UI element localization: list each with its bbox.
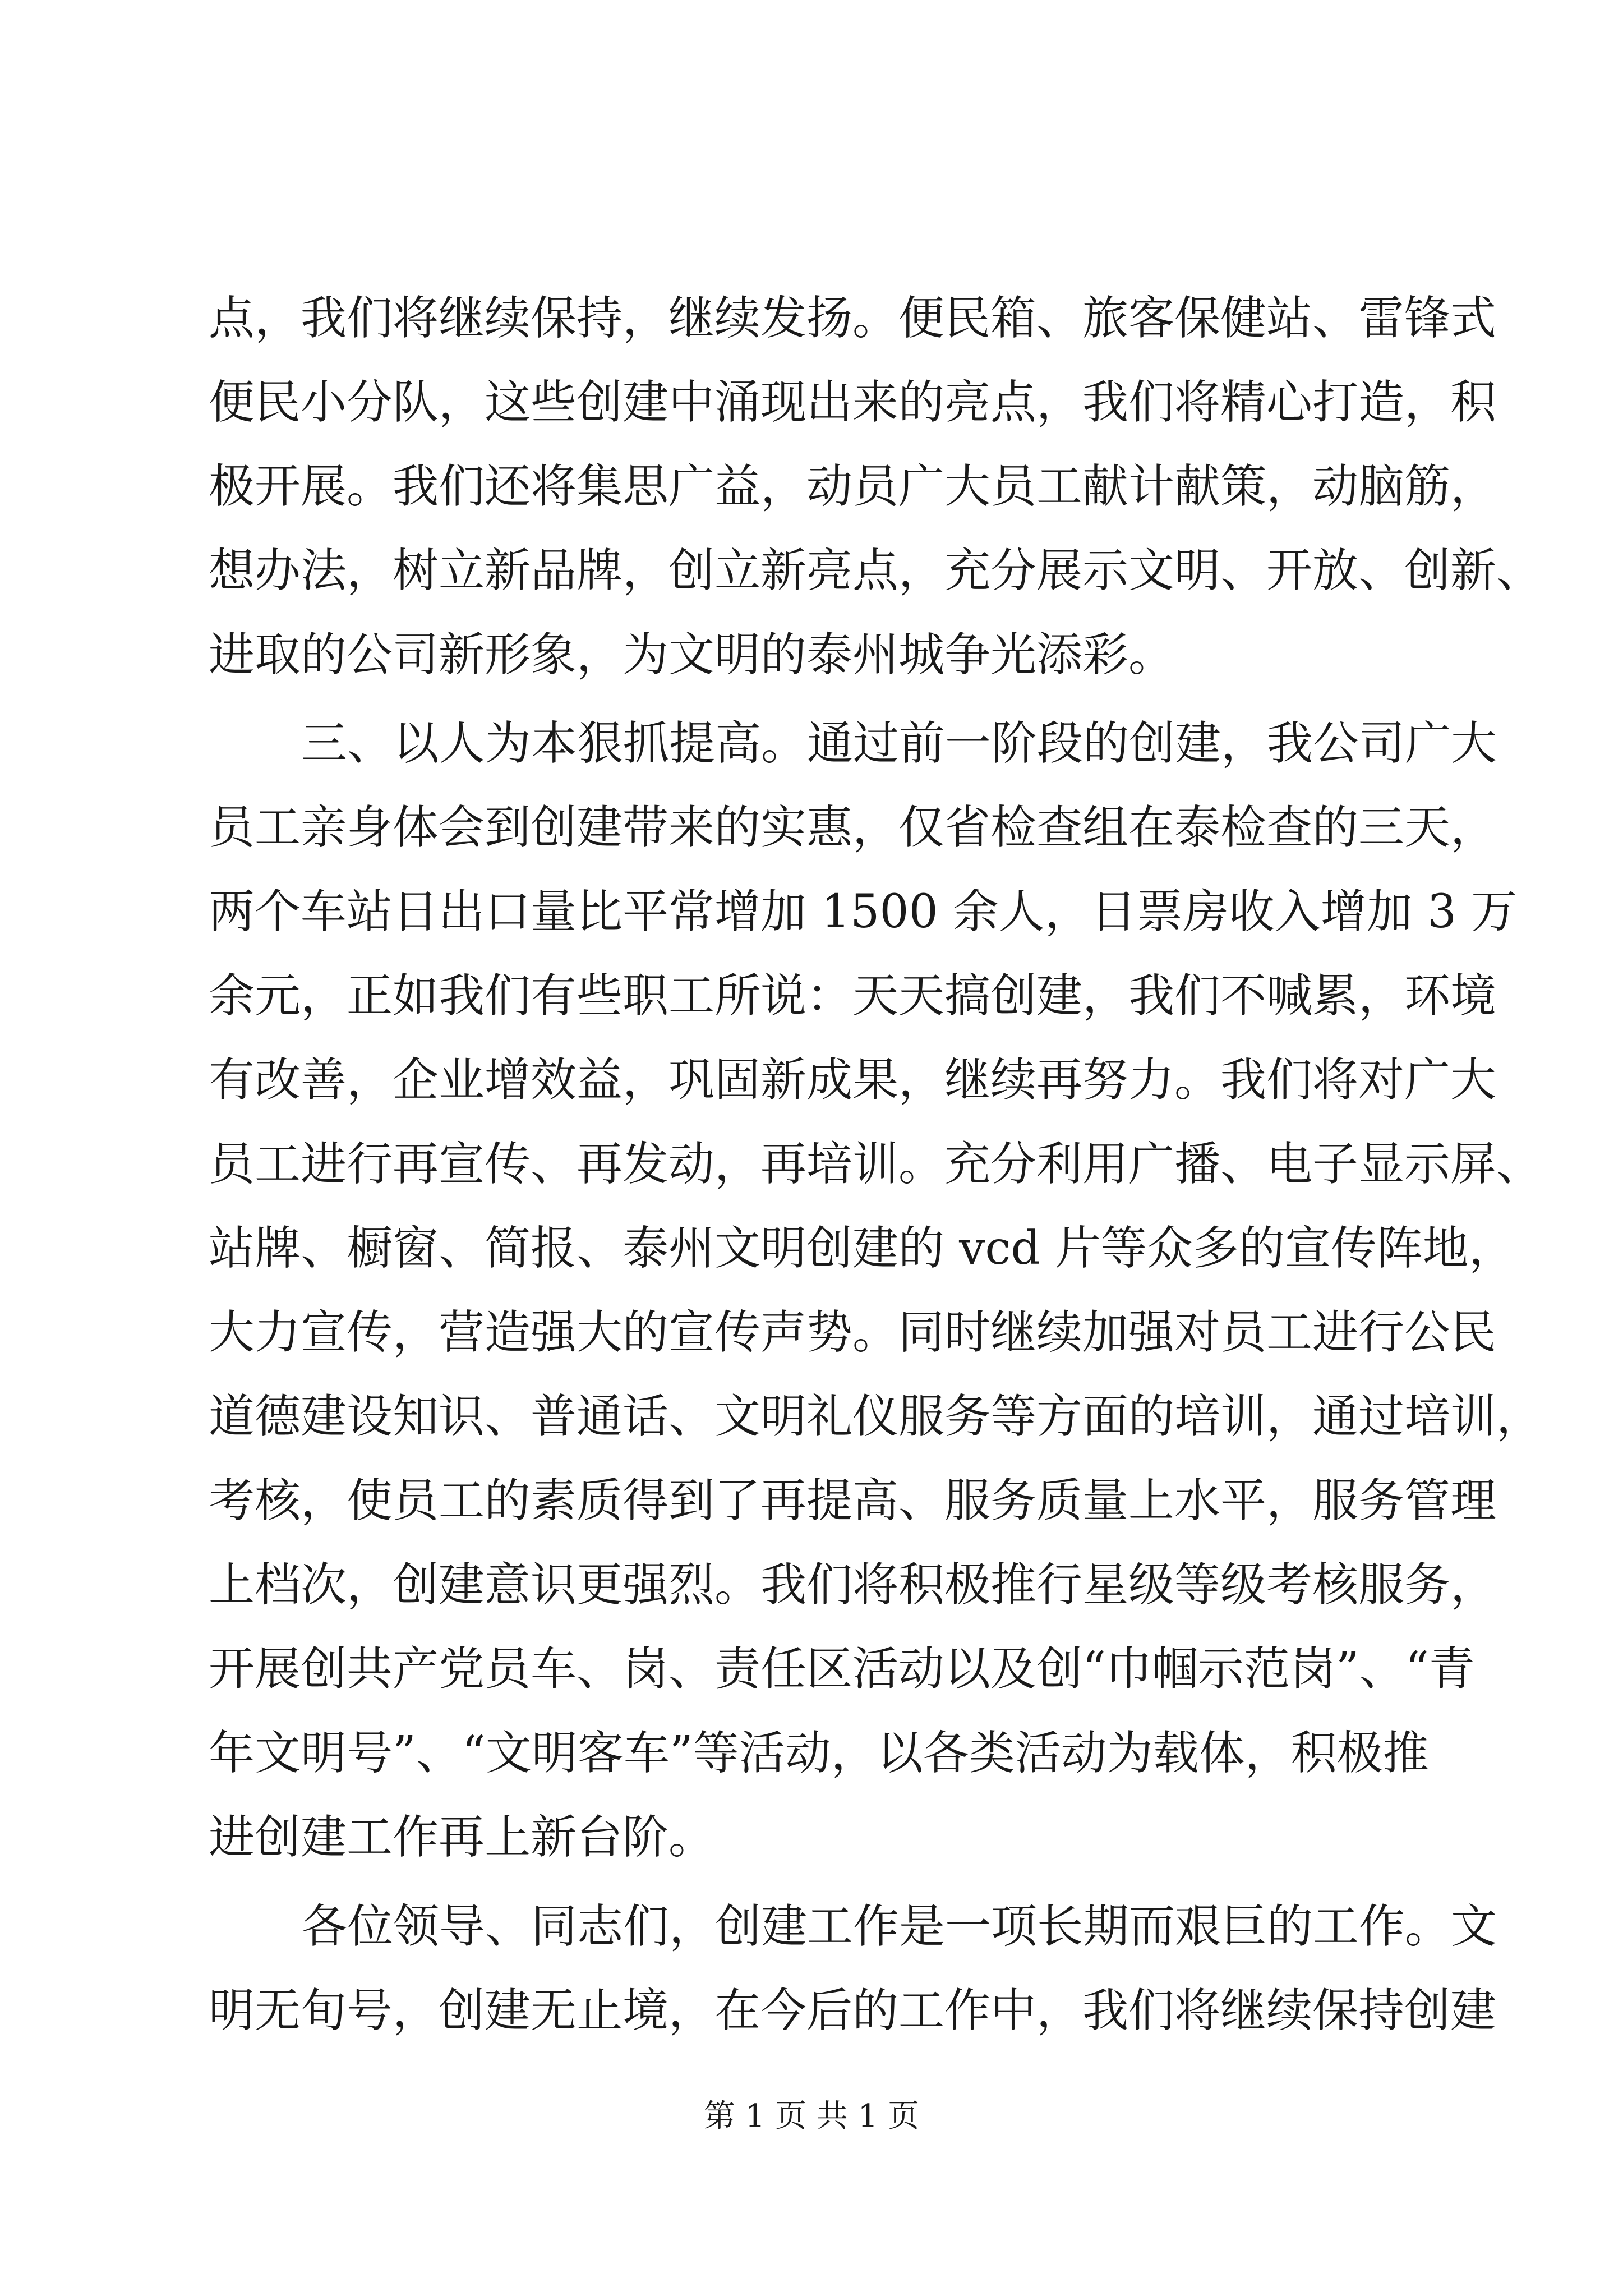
text-line: 明无旬号，创建无止境，在今后的工作中，我们将继续保持创建 [209,1984,1497,2037]
paragraph-start-line: 三、以人为本狠抓提高。通过前一阶段的创建，我公司广大 [301,717,1497,770]
text-line: 点，我们将继续保持，继续发扬。便民箱、旅客保健站、雷锋式 [209,292,1497,345]
text-line: 上档次，创建意识更强烈。我们将积极推行星级等级考核服务， [209,1558,1497,1612]
text-line: 便民小分队，这些创建中涌现出来的亮点，我们将精心打造，积 [209,376,1497,429]
text-line: 年文明号”、“文明客车”等活动，以各类活动为载体，积极推 [209,1727,1429,1780]
text-line: 有改善，企业增效益，巩固新成果，继续再努力。我们将对广大 [209,1053,1497,1107]
text-line: 考核，使员工的素质得到了再提高、服务质量上水平，服务管理 [209,1474,1497,1527]
text-line: 余元，正如我们有些职工所说：天天搞创建，我们不喊累，环境 [209,969,1497,1023]
text-line: 进创建工作再上新台阶。 [209,1811,715,1864]
text-line: 进取的公司新形象，为文明的泰州城争光添彩。 [209,628,1175,682]
page-footer: 第 1 页 共 1 页 [703,2098,920,2134]
paragraph-start-line: 各位领导、同志们，创建工作是一项长期而艰巨的工作。文 [301,1900,1497,1953]
text-line: 开展创共产党员车、岗、责任区活动以及创“巾帼示范岗”、“青 [209,1642,1475,1696]
text-line: 站牌、橱窗、简报、泰州文明创建的 vcd 片等众多的宣传阵地， [209,1222,1515,1275]
text-line: 想办法，树立新品牌，创立新亮点，充分展示文明、开放、创新、 [209,544,1543,597]
text-line: 员工进行再宣传、再发动，再培训。充分利用广播、电子显示屏、 [209,1138,1543,1191]
text-line: 两个车站日出口量比平常增加 1500 余人，日票房收入增加 3 万 [209,885,1518,938]
text-line: 极开展。我们还将集思广益，动员广大员工献计献策，动脑筋， [209,460,1497,513]
text-line: 员工亲身体会到创建带来的实惠，仅省检查组在泰检查的三天， [209,801,1497,854]
text-line: 大力宣传，营造强大的宣传声势。同时继续加强对员工进行公民 [209,1306,1497,1359]
text-line: 道德建设知识、普通话、文明礼仪服务等方面的培训，通过培训， [209,1390,1543,1443]
